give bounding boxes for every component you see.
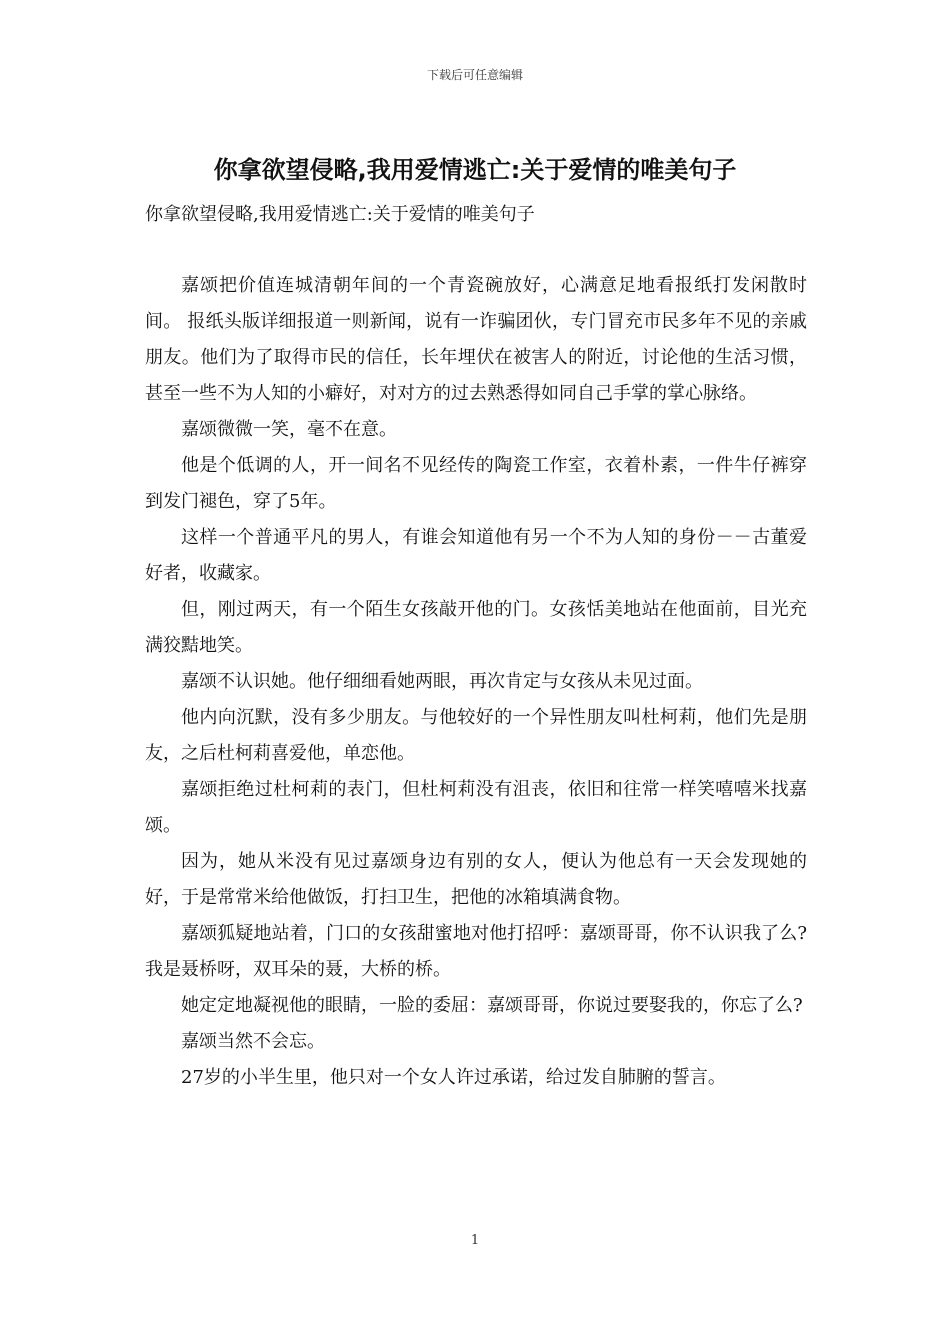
paragraph: 嘉颂把价值连城清朝年间的一个青瓷碗放好，心满意足地看报纸打发闲散时间。 报纸头版详细报道一则新闻，说有一诈骗团伙，专门冒充市民多年不见的亲戚朋友。他们为了取得市民的信任，长年埋伏在被害人的附近，讨论他的生活习惯，甚至一些不为人知的小癖好，对对方的过去熟悉得如同自己手掌的掌心脉络。: [145, 275, 807, 404]
paragraph: 嘉颂拒绝过杜柯莉的表门，但杜柯莉没有沮丧，依旧和往常一样笑嘻嘻米找嘉颂。: [145, 779, 807, 836]
paragraph: 他是个低调的人，开一间名不见经传的陶瓷工作室，衣着朴素，一件牛仔裤穿到发门褪色，穿了5年。: [145, 455, 807, 512]
article-body: [145, 268, 807, 1096]
paragraph: 他内向沉默，没有多少朋友。与他较好的一个异性朋友叫杜柯莉，他们先是朋友，之后杜柯莉喜爱他，单恋他。: [145, 707, 807, 764]
paragraph: 嘉颂当然不会忘。: [181, 1031, 325, 1052]
paragraph: 嘉颂微微一笑，毫不在意。: [181, 419, 397, 440]
paragraph: 嘉颂不认识她。他仔细细看她两眼，再次肯定与女孩从未见过面。: [181, 671, 703, 692]
paragraph: 这样一个普通平凡的男人，有谁会知道他有另一个不为人知的身份－－古董爱好者，收藏家。: [145, 527, 807, 584]
paragraph: 她定定地凝视他的眼睛，一脸的委屈：嘉颂哥哥，你说过要娶我的，你忘了么?: [181, 995, 803, 1016]
paragraph: 因为，她从米没有见过嘉颂身边有别的女人，便认为他总有一天会发现她的好，于是常常米给他做饭，打扫卫生，把他的冰箱填满食物。: [145, 851, 807, 908]
header-note: 下载后可任意编辑: [426, 68, 523, 82]
paragraph: 但，刚过两天，有一个陌生女孩敲开他的门。女孩恬美地站在他面前，目光充满狡黠地笑。: [145, 599, 807, 656]
document-title: 你拿欲望侵略,我用爱情逃亡:关于爱情的唯美句子: [213, 156, 737, 184]
paragraph: 嘉颂狐疑地站着，门口的女孩甜蜜地对他打招呼：嘉颂哥哥，你不认识我了么?我是聂桥呀，双耳朵的聂，大桥的桥。: [145, 923, 807, 980]
document-subtitle: 你拿欲望侵略,我用爱情逃亡:关于爱情的唯美句子: [145, 204, 535, 225]
page-number: 1: [470, 1233, 480, 1248]
paragraph: 27岁的小半生里，他只对一个女人许过承诺，给过发自肺腑的誓言。: [181, 1067, 726, 1088]
